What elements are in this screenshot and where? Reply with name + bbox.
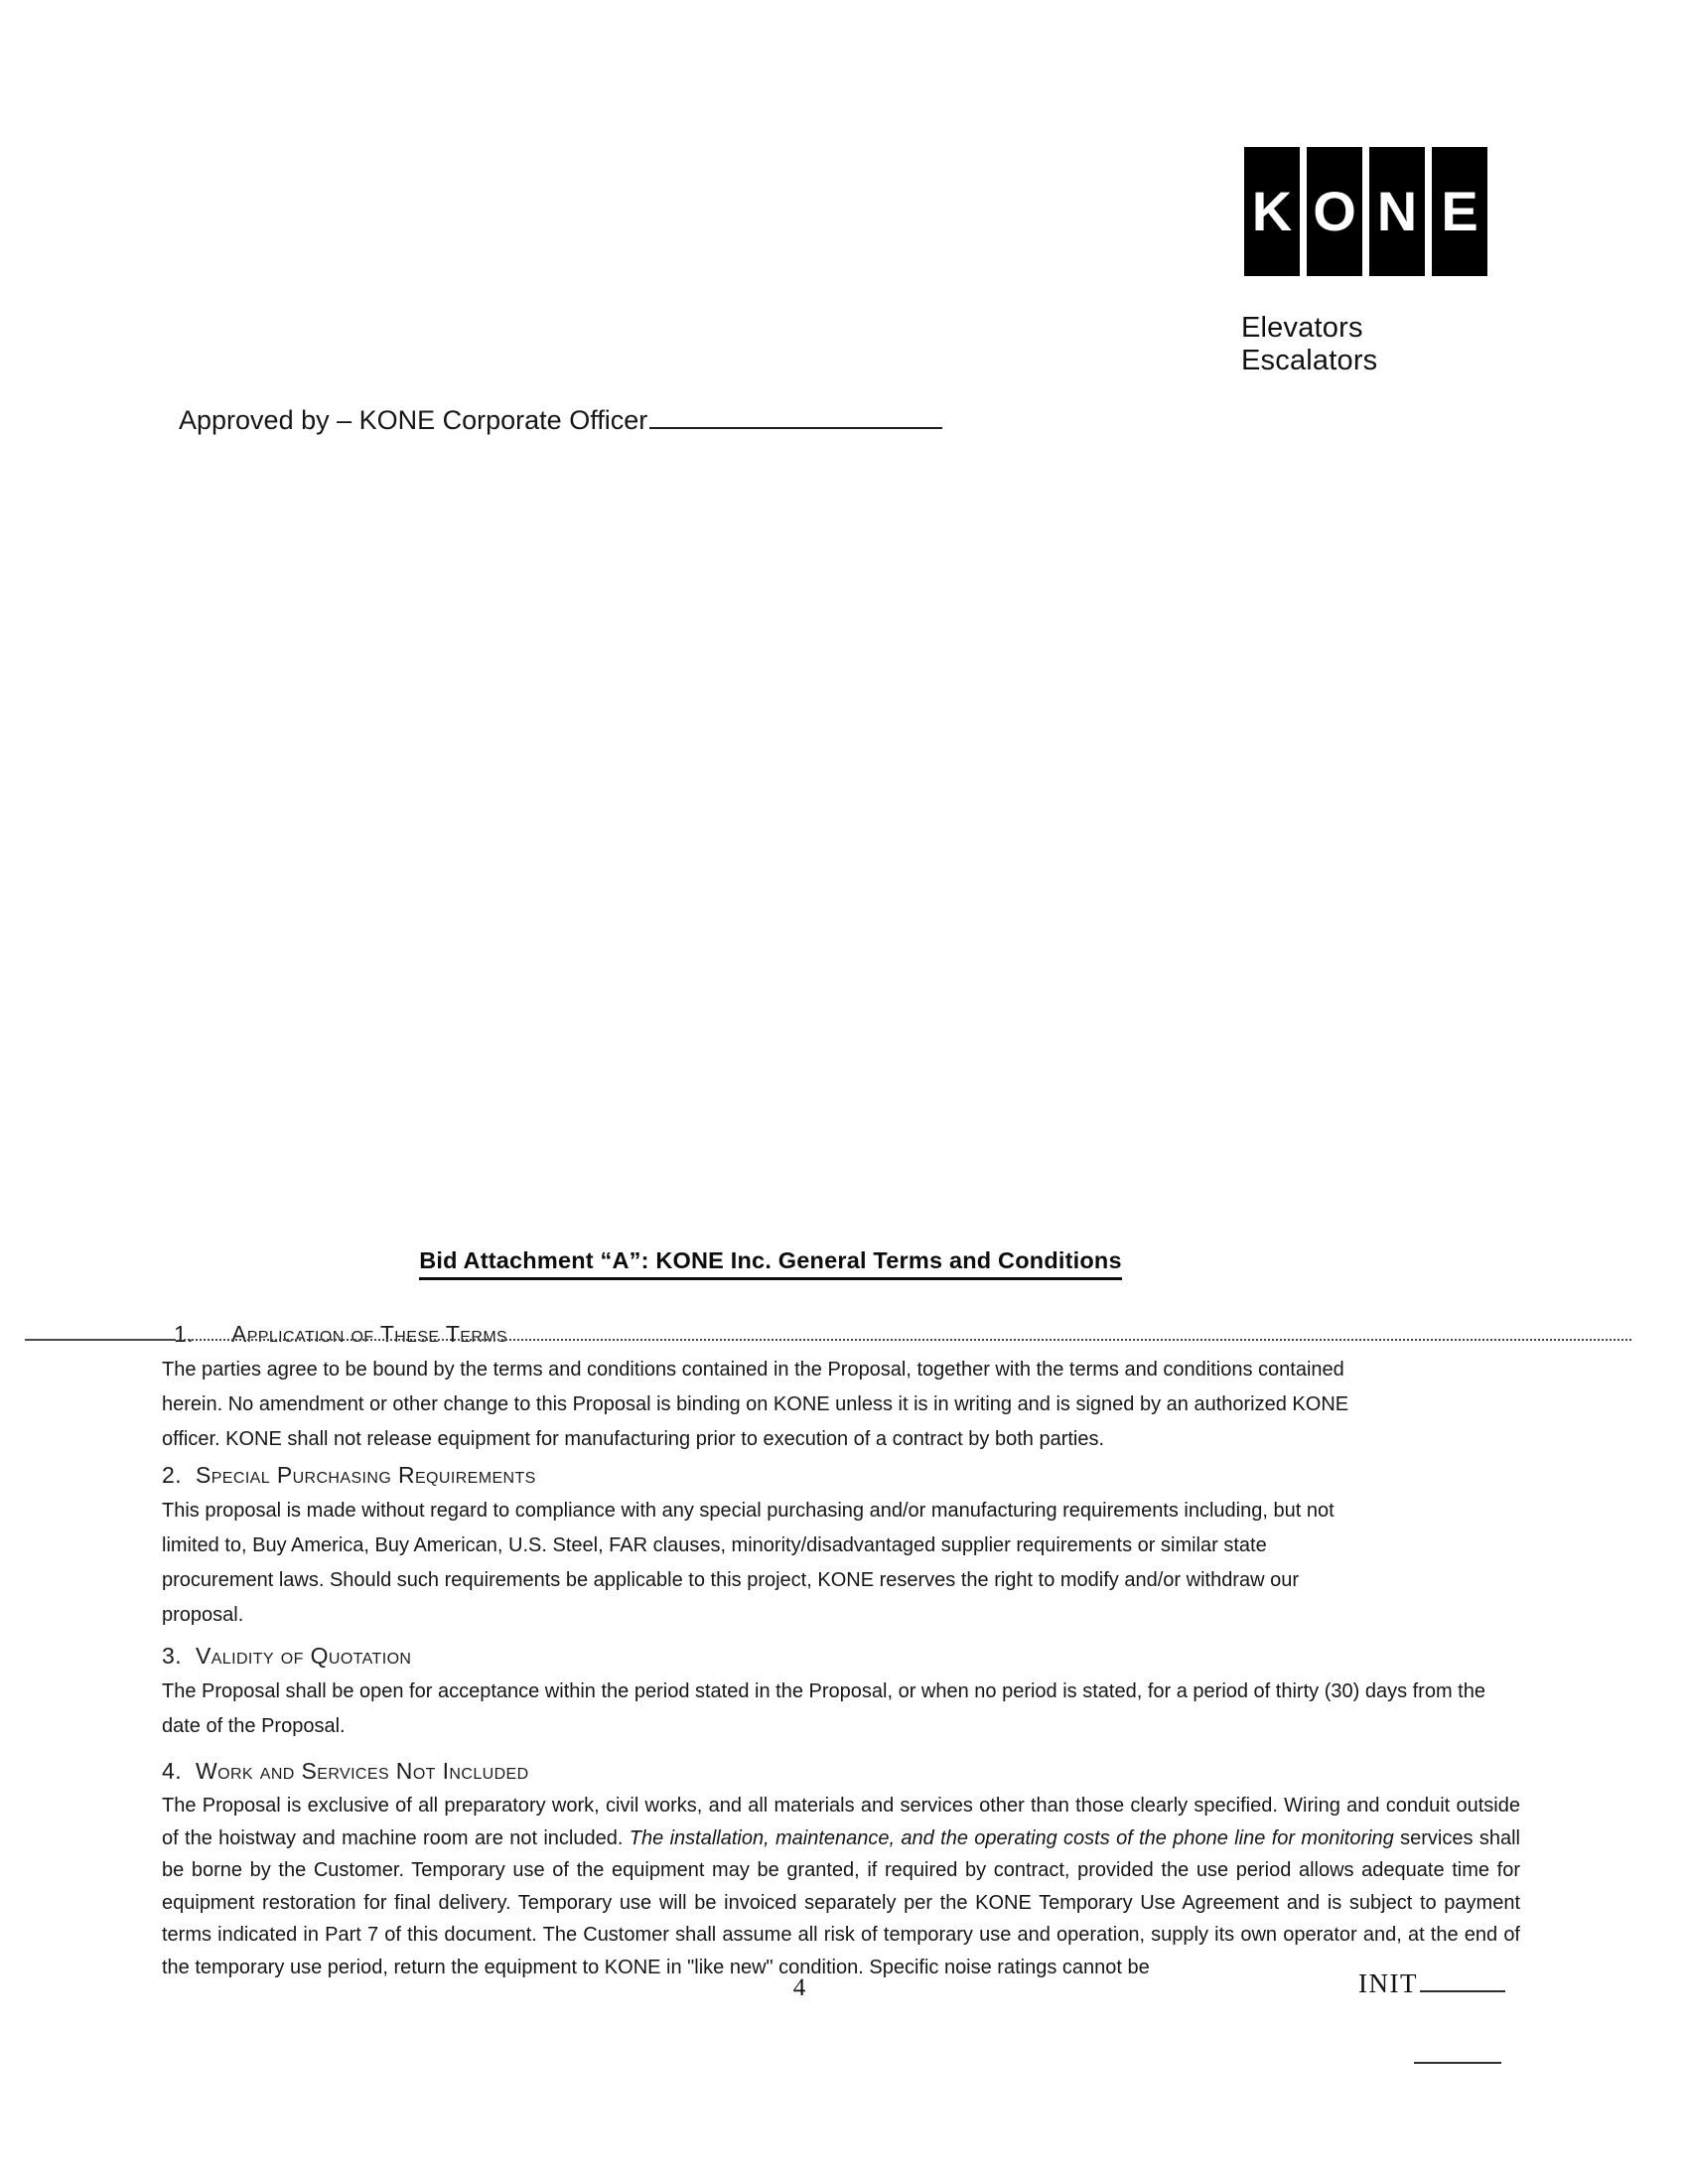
page-number: 4 — [792, 1974, 806, 2001]
section-title: Validity of Quotation — [195, 1643, 412, 1669]
approval-line — [179, 400, 942, 436]
kone-logo-letter: O — [1313, 180, 1356, 242]
section-body: This proposal is made without regard to compliance with any special purchasing and/or manufacturing requirements including, but not limited to, Buy America, Buy American, U.S. Steel, FAR clauses, minority/disadvantaged supplier requirements or similar state procurement laws. Should such requirements be applicable to this project, KONE reserves the right to modify and/or withdraw our proposal. — [162, 1500, 1335, 1626]
approval-label: Approved by – KONE Corporate Officer — [179, 405, 648, 435]
section-heading — [162, 1321, 1353, 1348]
scan-artifact-line-dotted — [179, 1339, 1631, 1341]
section-body-text: services shall be borne by the Customer. Temporary use of the equipment may be granted, if required by contract, provided the use period allows adequate time for equipment restoration for final delivery. Temporary use will be invoiced separately per the KONE Temporary Use Agreement and is subject to payment terms indicated in Part 7 of this document. The Customer shall assume all risk of temporary use and operation, supply its own operator and, at the end of the temporary use period, return the equipment to KONE in "like new" condition. Specific noise ratings cannot be — [162, 1826, 1520, 1978]
section-title: Special Purchasing Requirements — [195, 1462, 536, 1488]
section-heading — [162, 1643, 1520, 1670]
section-body — [162, 1790, 1520, 1983]
section-application-of-these-terms — [162, 1321, 1353, 1457]
section-body: The parties agree to be bound by the terms and conditions contained in the Proposal, together with the terms and conditions contained herein. No amendment or other change to this Proposal is binding on KONE unless it is in writing and is signed by an authorized KONE officer. KONE shall not release equipment for manufacturing prior to execution of a contract by both parties. — [162, 1359, 1349, 1450]
logo-tagline: Elevators Escalators — [1241, 312, 1378, 376]
init-label: INIT — [1358, 1968, 1418, 1998]
section-title: Work and Services Not Included — [195, 1758, 529, 1784]
section-title: Application of These Terms — [230, 1321, 508, 1347]
kone-logo-block — [1369, 147, 1425, 276]
approval-signature-blank[interactable] — [649, 400, 942, 429]
section-validity-of-quotation — [162, 1643, 1520, 1744]
section-heading — [162, 1758, 1520, 1785]
section-number: 1. — [174, 1321, 194, 1347]
page-title: Bid Attachment “A”: KONE Inc. General Terms and Conditions — [419, 1247, 1122, 1280]
section-number: 2. — [162, 1462, 182, 1488]
kone-logo-letter: K — [1251, 180, 1293, 242]
kone-logo-letter: N — [1376, 180, 1418, 242]
section-body: The Proposal shall be open for acceptance within the period stated in the Proposal, or when no period is stated, for a period of thirty (30) days from the date of the Proposal. — [162, 1680, 1485, 1737]
kone-logo-block — [1307, 147, 1362, 276]
scan-artifact-line-solid — [25, 1339, 176, 1341]
section-work-and-services-not-included — [162, 1758, 1520, 1983]
title-row — [0, 1247, 1541, 1280]
init-blank-secondary[interactable] — [1414, 2062, 1501, 2064]
section-body-text-italic: The installation, maintenance, and the operating costs of the phone line for monitoring — [629, 1826, 1394, 1849]
section-body-text: The Proposal is exclusive of all preparatory work, civil works, and all materials and services other than those clearly specified. Wiring and conduit outside of the hoistway and machine room are not included. — [162, 1795, 1520, 1849]
section-special-purchasing-requirements — [162, 1462, 1353, 1633]
section-number: 3. — [162, 1643, 182, 1669]
section-heading — [162, 1462, 1353, 1489]
kone-logo-block — [1432, 147, 1487, 276]
kone-logo-letter: E — [1441, 180, 1478, 242]
kone-logo-block — [1244, 147, 1300, 276]
kone-logo — [1244, 147, 1487, 276]
section-number: 4. — [162, 1758, 182, 1784]
